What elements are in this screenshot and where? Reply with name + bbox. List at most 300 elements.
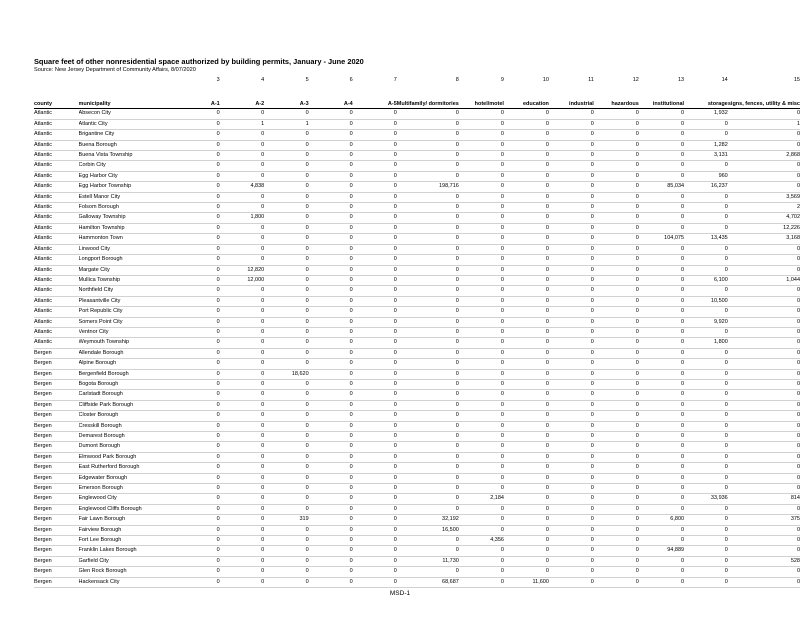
value-cell: 0 [504,494,549,504]
value-cell: 0 [639,348,684,358]
value-cell: 0 [183,255,219,265]
value-cell: 0 [353,484,397,494]
value-cell: 0 [397,338,459,348]
value-cell: 0 [264,411,308,421]
value-cell: 0 [639,119,684,129]
value-cell: 0 [183,567,219,577]
value-cell: 0 [183,421,219,431]
value-cell: 0 [459,442,504,452]
value-cell: 0 [353,307,397,317]
county-cell: Atlantic [34,171,79,181]
value-cell: 0 [639,255,684,265]
value-cell: 0 [549,567,594,577]
value-cell: 4,838 [220,182,264,192]
table-row [34,473,800,483]
value-cell: 0 [504,161,549,171]
value-cell: 0 [220,327,264,337]
value-cell: 0 [264,359,308,369]
value-cell: 0 [264,556,308,566]
value-cell: 0 [459,182,504,192]
value-cell: 0 [309,317,353,327]
value-cell: 0 [728,463,800,473]
value-cell: 0 [684,369,728,379]
value-cell: 0 [504,536,549,546]
value-cell: 0 [264,182,308,192]
value-cell: 0 [504,109,549,119]
county-cell: Bergen [34,400,79,410]
value-cell: 0 [309,327,353,337]
value-cell: 0 [353,348,397,358]
value-cell: 0 [549,421,594,431]
value-cell: 0 [594,327,639,337]
value-cell: 0 [684,577,728,587]
value-cell: 0 [594,119,639,129]
county-cell: Bergen [34,390,79,400]
value-cell: 0 [594,494,639,504]
value-cell: 0 [594,213,639,223]
value-cell: 0 [353,130,397,140]
value-cell: 0 [264,307,308,317]
value-cell: 0 [549,525,594,535]
value-cell: 32,192 [397,515,459,525]
value-cell: 0 [639,536,684,546]
value-cell: 0 [504,140,549,150]
value-cell: 0 [264,317,308,327]
value-cell: 0 [220,556,264,566]
value-cell: 0 [639,525,684,535]
value-cell: 0 [728,411,800,421]
value-cell: 0 [220,130,264,140]
value-cell: 0 [309,556,353,566]
value-cell: 0 [264,348,308,358]
value-cell: 0 [594,442,639,452]
value-cell: 0 [459,421,504,431]
value-cell: 0 [504,348,549,358]
value-cell: 0 [397,275,459,285]
value-cell: 0 [264,327,308,337]
value-cell: 0 [504,255,549,265]
municipality-cell: Carlstadt Borough [79,390,184,400]
value-cell: 0 [309,234,353,244]
county-cell: Atlantic [34,244,79,254]
municipality-cell: Estell Manor City [79,192,184,202]
county-cell: Atlantic [34,317,79,327]
value-cell: 0 [183,109,219,119]
value-cell: 0 [220,525,264,535]
value-cell: 0 [594,421,639,431]
value-cell: 0 [309,255,353,265]
table-row [34,525,800,535]
value-cell: 0 [220,171,264,181]
value-cell: 0 [397,317,459,327]
value-cell: 0 [309,161,353,171]
value-cell: 0 [459,151,504,161]
value-cell: 0 [459,192,504,202]
value-cell: 0 [459,577,504,587]
value-cell: 0 [549,109,594,119]
municipality-cell: Emerson Borough [79,484,184,494]
value-cell: 0 [353,515,397,525]
value-cell: 0 [549,390,594,400]
value-cell: 0 [728,536,800,546]
value-cell: 0 [504,556,549,566]
value-cell: 0 [309,432,353,442]
value-cell: 0 [728,369,800,379]
value-cell: 0 [549,577,594,587]
value-cell: 0 [549,411,594,421]
value-cell: 0 [728,171,800,181]
value-cell: 0 [220,390,264,400]
value-cell: 0 [353,546,397,556]
value-cell: 0 [309,577,353,587]
value-cell: 0 [183,130,219,140]
value-cell: 0 [309,411,353,421]
value-cell: 0 [549,203,594,213]
value-cell: 0 [504,192,549,202]
value-cell: 0 [459,504,504,514]
table-row [34,130,800,140]
value-cell: 0 [459,223,504,233]
value-cell: 0 [183,317,219,327]
value-cell: 0 [183,379,219,389]
municipality-cell: Port Republic City [79,307,184,317]
value-cell: 0 [459,140,504,150]
value-cell: 0 [309,536,353,546]
column-number: 15 [793,77,800,83]
municipality-cell: Englewood Cliffs Borough [79,504,184,514]
county-cell: Bergen [34,463,79,473]
value-cell: 0 [639,317,684,327]
value-cell: 0 [264,234,308,244]
value-cell: 0 [220,338,264,348]
value-cell: 0 [549,140,594,150]
value-cell: 0 [183,359,219,369]
value-cell: 0 [639,452,684,462]
value-cell: 0 [549,296,594,306]
value-cell: 0 [309,442,353,452]
value-cell: 0 [264,504,308,514]
header-column: A-5 [353,85,397,109]
municipality-cell: Mullica Township [79,275,184,285]
source-note: Source: New Jersey Department of Community Affairs, 8/07/2020 [34,67,196,73]
value-cell: 0 [459,296,504,306]
value-cell: 0 [353,442,397,452]
value-cell: 0 [397,213,459,223]
municipality-cell: Fairview Borough [79,525,184,535]
value-cell: 0 [353,556,397,566]
table-row [34,223,800,233]
value-cell: 94,889 [639,546,684,556]
value-cell: 0 [309,390,353,400]
value-cell: 198,716 [397,182,459,192]
value-cell: 0 [309,504,353,514]
value-cell: 0 [728,567,800,577]
value-cell: 0 [220,359,264,369]
value-cell: 0 [549,379,594,389]
page-footer: MSD-1 [389,590,411,597]
value-cell: 0 [459,265,504,275]
header-column: education [504,85,549,109]
header-column: A-4 [309,85,353,109]
value-cell: 1 [220,119,264,129]
value-cell: 0 [684,442,728,452]
table-row [34,463,800,473]
value-cell: 0 [594,244,639,254]
header-column: hazardous [594,85,639,109]
value-cell: 0 [639,192,684,202]
municipality-cell: Demarest Borough [79,432,184,442]
value-cell: 0 [504,432,549,442]
value-cell: 0 [264,255,308,265]
county-cell: Bergen [34,567,79,577]
value-cell: 0 [459,255,504,265]
value-cell: 0 [728,379,800,389]
value-cell: 0 [397,379,459,389]
table-row [34,452,800,462]
value-cell: 0 [549,400,594,410]
table-row [34,484,800,494]
value-cell: 0 [549,182,594,192]
county-cell: Bergen [34,379,79,389]
column-number: 8 [455,77,459,83]
value-cell: 0 [459,109,504,119]
value-cell: 0 [397,234,459,244]
table-row [34,369,800,379]
column-number: 6 [349,77,353,83]
table-body [34,109,800,588]
value-cell: 0 [309,130,353,140]
table-row [34,536,800,546]
value-cell: 0 [309,546,353,556]
value-cell: 0 [309,151,353,161]
value-cell: 0 [728,390,800,400]
value-cell: 0 [504,525,549,535]
value-cell: 0 [549,494,594,504]
value-cell: 0 [309,452,353,462]
value-cell: 0 [459,359,504,369]
value-cell: 0 [309,525,353,535]
value-cell: 0 [183,296,219,306]
table-row [34,546,800,556]
municipality-cell: Weymouth Township [79,338,184,348]
value-cell: 0 [309,296,353,306]
municipality-cell: Brigantine City [79,130,184,140]
value-cell: 0 [397,484,459,494]
value-cell: 0 [353,255,397,265]
value-cell: 0 [183,556,219,566]
value-cell: 0 [549,234,594,244]
value-cell: 0 [264,432,308,442]
value-cell: 0 [594,577,639,587]
value-cell: 0 [549,432,594,442]
value-cell: 0 [183,536,219,546]
value-cell: 0 [397,255,459,265]
value-cell: 0 [594,567,639,577]
value-cell: 0 [684,515,728,525]
value-cell: 0 [684,411,728,421]
value-cell: 0 [684,421,728,431]
header-column: industrial [549,85,594,109]
value-cell: 0 [684,432,728,442]
county-cell: Bergen [34,525,79,535]
value-cell: 0 [549,338,594,348]
value-cell: 0 [594,390,639,400]
value-cell: 0 [397,244,459,254]
municipality-cell: Alpine Borough [79,359,184,369]
municipality-cell: Absecon City [79,109,184,119]
value-cell: 6,800 [639,515,684,525]
value-cell: 0 [183,234,219,244]
value-cell: 0 [220,109,264,119]
value-cell: 0 [309,359,353,369]
value-cell: 0 [264,484,308,494]
value-cell: 0 [264,400,308,410]
value-cell: 0 [549,317,594,327]
value-cell: 0 [504,452,549,462]
table-row [34,182,800,192]
table-row [34,171,800,181]
municipality-cell: Cliffside Park Borough [79,400,184,410]
value-cell: 0 [264,286,308,296]
value-cell: 0 [639,421,684,431]
value-cell: 0 [459,525,504,535]
value-cell: 13,435 [684,234,728,244]
value-cell: 0 [183,161,219,171]
value-cell: 0 [504,390,549,400]
value-cell: 0 [459,400,504,410]
column-number: 11 [588,77,594,83]
value-cell: 0 [459,286,504,296]
value-cell: 0 [183,390,219,400]
value-cell: 0 [504,546,549,556]
value-cell: 0 [264,275,308,285]
value-cell: 0 [684,348,728,358]
value-cell: 0 [353,567,397,577]
value-cell: 375 [728,515,800,525]
value-cell: 0 [549,452,594,462]
value-cell: 0 [639,473,684,483]
value-cell: 0 [728,546,800,556]
value-cell: 0 [684,390,728,400]
header-column: A-2 [220,85,264,109]
value-cell: 0 [594,452,639,462]
value-cell: 0 [549,536,594,546]
value-cell: 0 [309,119,353,129]
value-cell: 0 [639,390,684,400]
municipality-cell: Dumont Borough [79,442,184,452]
value-cell: 0 [594,369,639,379]
value-cell: 0 [220,494,264,504]
value-cell: 0 [684,130,728,140]
value-cell: 0 [728,577,800,587]
value-cell: 0 [309,140,353,150]
value-cell: 0 [397,369,459,379]
value-cell: 0 [309,275,353,285]
value-cell: 0 [353,161,397,171]
municipality-cell: Bogota Borough [79,379,184,389]
value-cell: 0 [639,223,684,233]
value-cell: 0 [264,577,308,587]
county-cell: Atlantic [34,307,79,317]
value-cell: 0 [504,338,549,348]
value-cell: 0 [594,265,639,275]
value-cell: 0 [639,379,684,389]
county-cell: Bergen [34,369,79,379]
value-cell: 0 [183,452,219,462]
value-cell: 18,620 [264,369,308,379]
municipality-cell: Allendale Borough [79,348,184,358]
value-cell: 0 [264,525,308,535]
value-cell: 0 [459,203,504,213]
value-cell: 0 [504,130,549,140]
county-cell: Bergen [34,473,79,483]
table-row [34,411,800,421]
table-row [34,213,800,223]
value-cell: 0 [728,432,800,442]
table-row [34,400,800,410]
value-cell: 0 [220,140,264,150]
value-cell: 0 [264,442,308,452]
county-cell: Bergen [34,359,79,369]
value-cell: 4,702 [728,213,800,223]
table-row [34,556,800,566]
value-cell: 0 [728,442,800,452]
municipality-cell: Longport Borough [79,255,184,265]
column-number: 13 [677,77,685,83]
value-cell: 0 [549,359,594,369]
header-column: A-3 [264,85,308,109]
county-cell: Atlantic [34,203,79,213]
value-cell: 0 [728,296,800,306]
value-cell: 0 [639,130,684,140]
table-row [34,390,800,400]
value-cell: 0 [220,192,264,202]
value-cell: 0 [264,213,308,223]
value-cell: 0 [309,223,353,233]
value-cell: 0 [397,119,459,129]
table-row [34,307,800,317]
value-cell: 0 [639,171,684,181]
value-cell: 0 [397,151,459,161]
value-cell: 0 [459,411,504,421]
value-cell: 0 [220,223,264,233]
value-cell: 0 [504,317,549,327]
value-cell: 0 [353,369,397,379]
value-cell: 0 [504,171,549,181]
value-cell: 0 [639,327,684,337]
value-cell: 0 [728,307,800,317]
table-row [34,161,800,171]
value-cell: 0 [549,515,594,525]
value-cell: 0 [504,515,549,525]
county-cell: Atlantic [34,140,79,150]
value-cell: 0 [397,192,459,202]
value-cell: 0 [504,484,549,494]
county-cell: Bergen [34,452,79,462]
value-cell: 0 [397,411,459,421]
value-cell: 0 [594,307,639,317]
value-cell: 0 [309,421,353,431]
municipality-cell: Elmwood Park Borough [79,452,184,462]
value-cell: 0 [459,307,504,317]
value-cell: 0 [220,515,264,525]
value-cell: 0 [183,442,219,452]
value-cell: 0 [183,275,219,285]
value-cell: 9,920 [684,317,728,327]
value-cell: 0 [220,442,264,452]
value-cell: 12,226 [728,223,800,233]
value-cell: 0 [639,296,684,306]
